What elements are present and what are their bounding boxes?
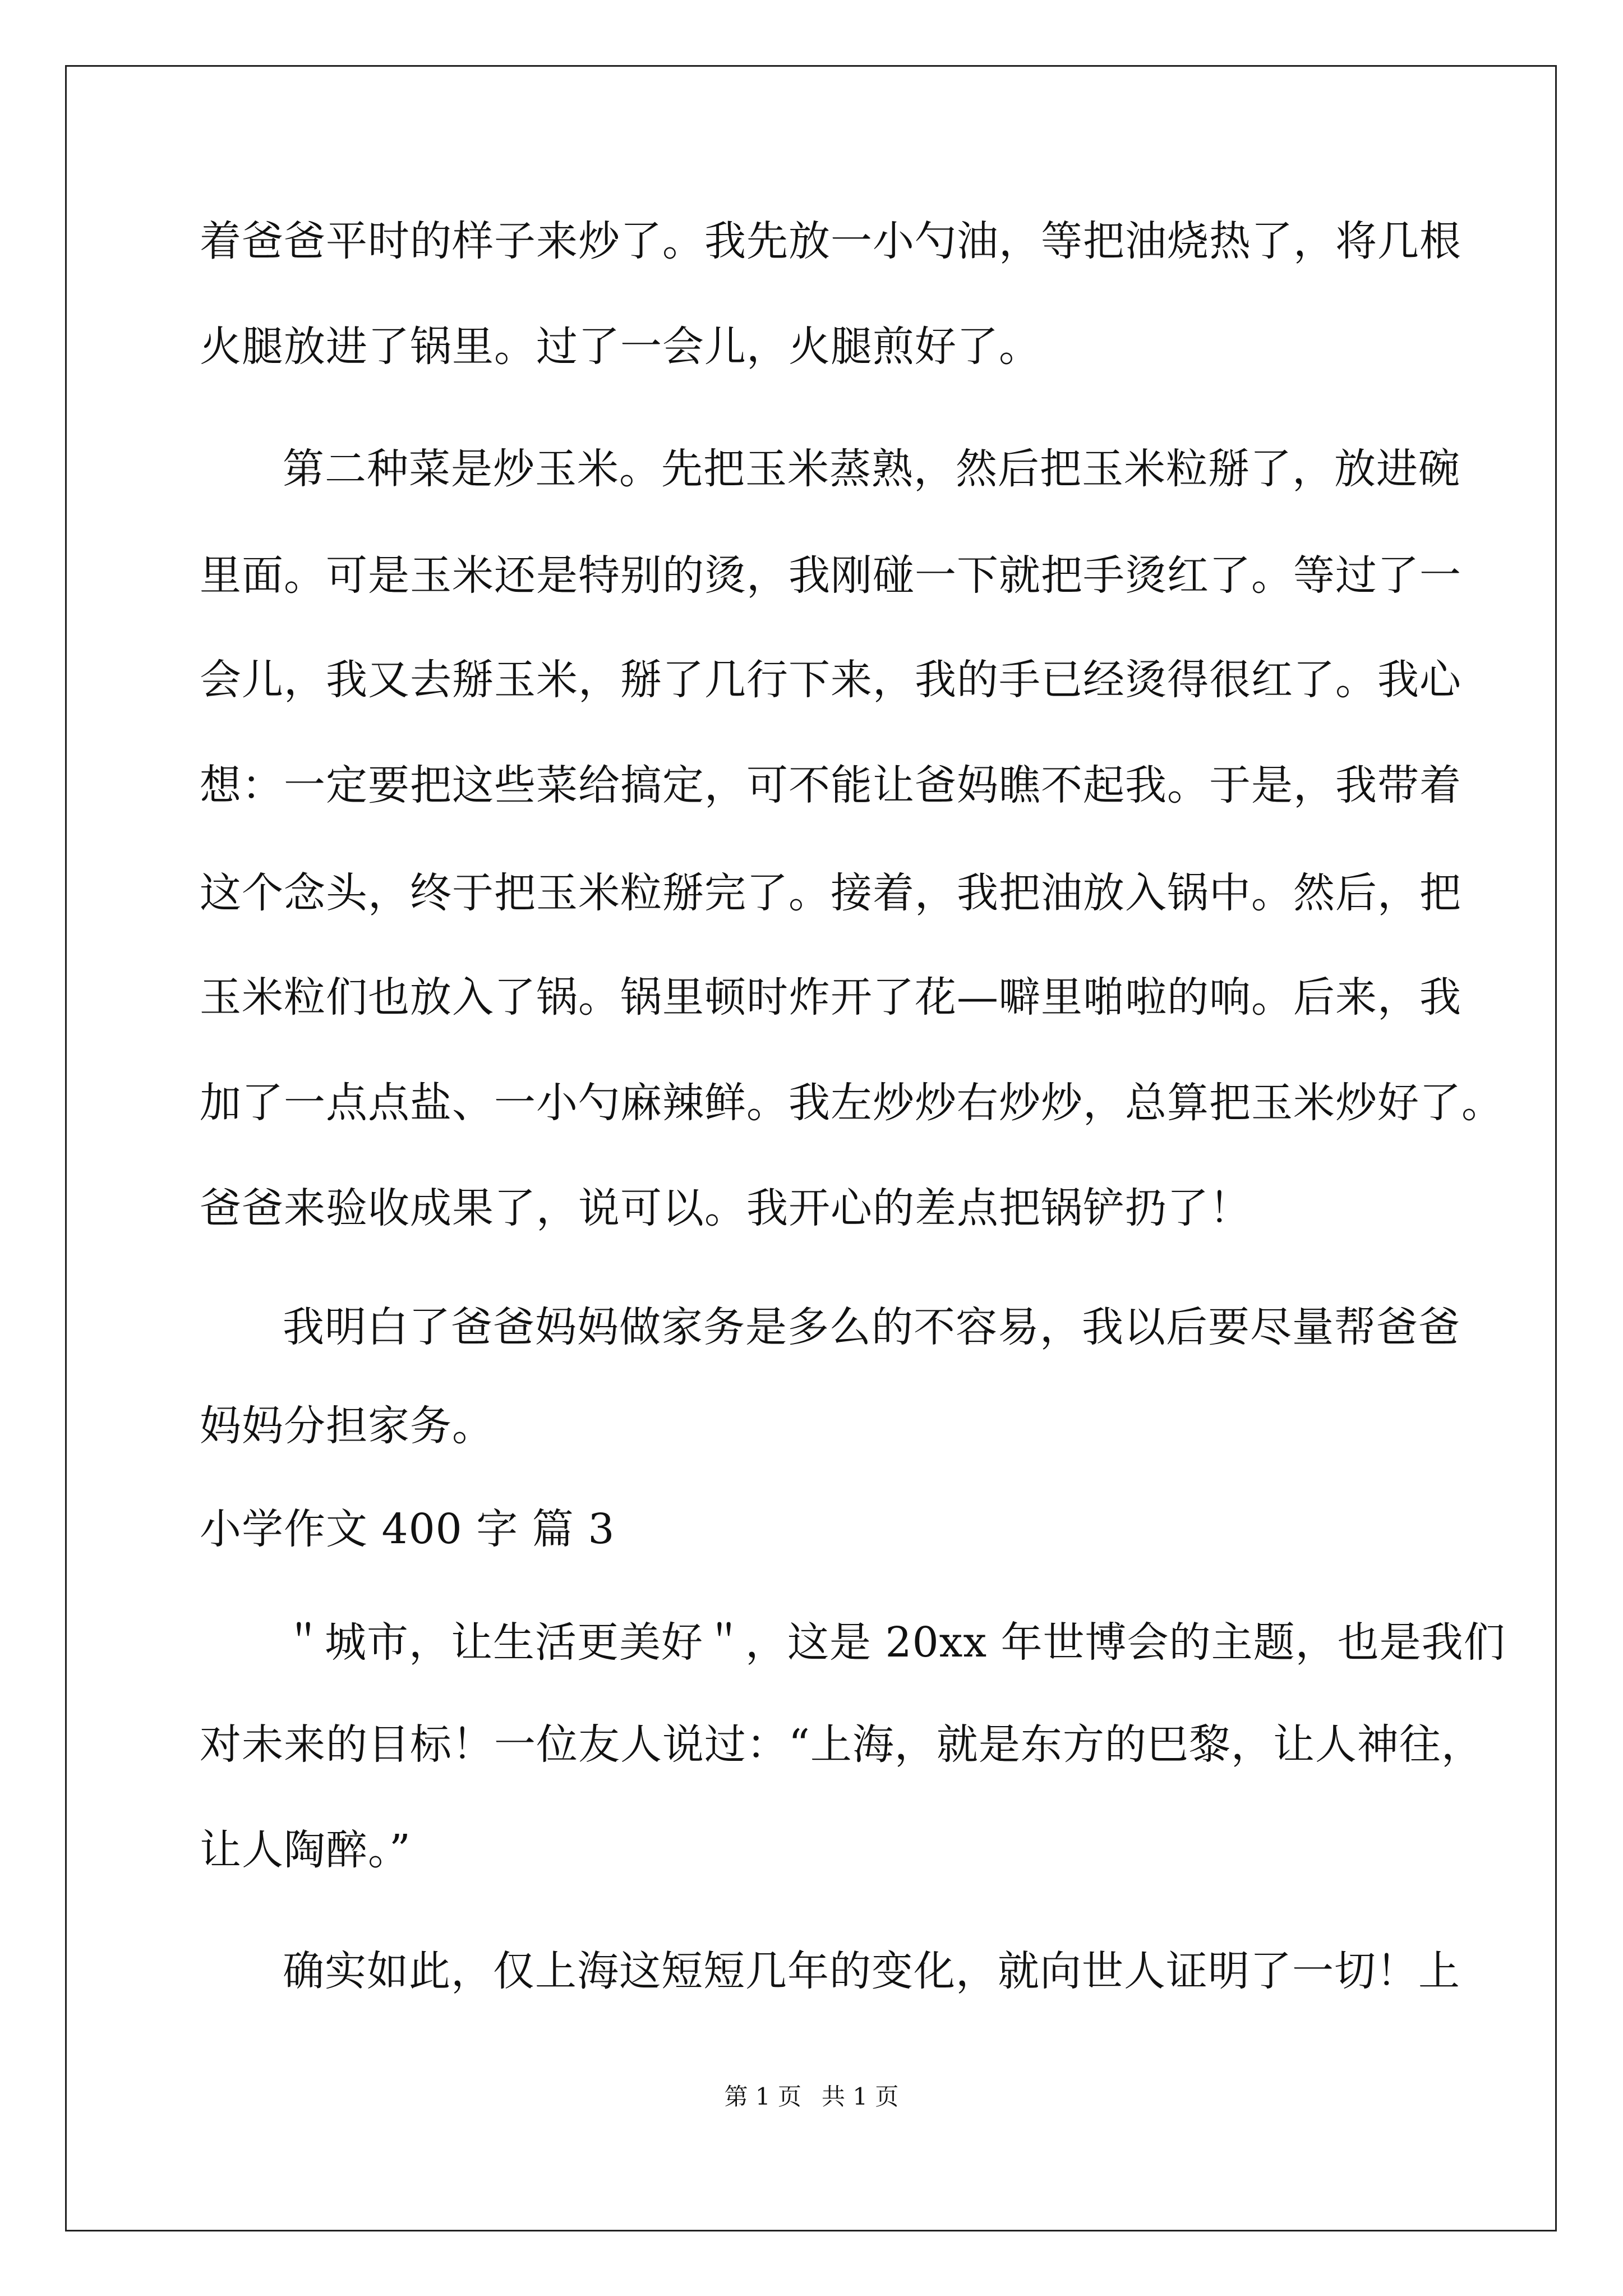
- paragraph-line: 会儿，我又去掰玉米，掰了几行下来，我的手已经烫得很红了。我心: [200, 656, 1461, 704]
- paragraph-line: 着爸爸平时的样子来炒了。我先放一小勺油，等把油烧热了，将几根: [200, 217, 1461, 265]
- paragraph-line: 爸爸来验收成果了，说可以。我开心的差点把锅铲扔了！: [200, 1184, 1251, 1232]
- paragraph-line: 这个念头，终于把玉米粒掰完了。接着，我把油放入锅中。然后，把: [200, 869, 1461, 917]
- paragraph-line: 让人陶醉。”: [200, 1826, 411, 1874]
- paragraph-line: 第二种菜是炒玉米。先把玉米蒸熟，然后把玉米粒掰了，放进碗: [283, 445, 1460, 493]
- paragraph-line: 想：一定要把这些菜给搞定，可不能让爸妈瞧不起我。于是，我带着: [200, 761, 1461, 809]
- paragraph-line: 火腿放进了锅里。过了一会儿，火腿煎好了。: [200, 323, 1041, 371]
- page-footer: [0, 2081, 1623, 2113]
- page-number: 第 1 页: [724, 2083, 801, 2110]
- paragraph-line: 里面。可是玉米还是特别的烫，我刚碰一下就把手烫红了。等过了一: [200, 551, 1461, 600]
- paragraph-line: 妈妈分担家务。: [200, 1402, 494, 1450]
- paragraph-line: 我明白了爸爸妈妈做家务是多么的不容易，我以后要尽量帮爸爸: [283, 1303, 1460, 1351]
- paragraph-line: ＂城市，让生活更美好＂，这是 20xx 年世博会的主题，也是我们: [283, 1618, 1506, 1667]
- paragraph-line: 加了一点点盐、一小勺麻辣鲜。我左炒炒右炒炒，总算把玉米炒好了。: [200, 1079, 1504, 1127]
- paragraph-line: 玉米粒们也放入了锅。锅里顿时炸开了花—噼里啪啦的响。后来，我: [200, 973, 1461, 1022]
- section-heading: 小学作文 400 字 篇 3: [200, 1505, 615, 1553]
- paragraph-line: 对未来的目标！一位友人说过：“上海，就是东方的巴黎，让人神往，: [200, 1720, 1483, 1769]
- page-total: 共 1 页: [822, 2083, 899, 2110]
- page-border: [65, 65, 1557, 2231]
- paragraph-line: 确实如此，仅上海这短短几年的变化，就向世人证明了一切！上: [283, 1947, 1460, 1995]
